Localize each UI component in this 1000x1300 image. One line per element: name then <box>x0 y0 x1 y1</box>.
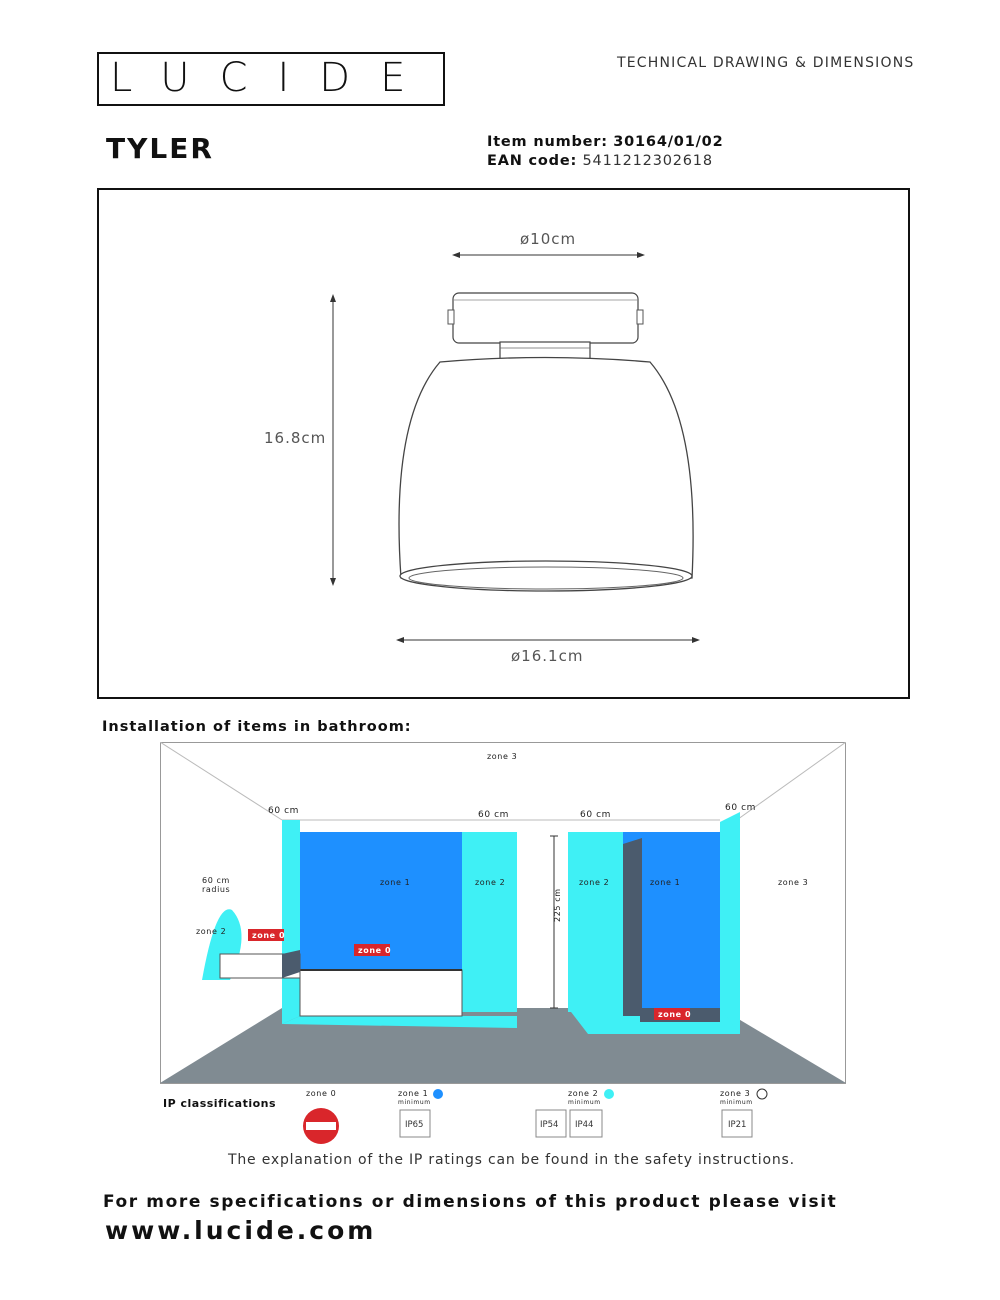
zone2-sink-label: zone 2 <box>196 927 227 936</box>
ean-code-label: EAN code: <box>487 153 578 169</box>
dim-60-mid-right: 60 cm <box>580 810 612 820</box>
dim-60-right: 60 cm <box>725 803 757 813</box>
dimension-top-diameter: ø10cm <box>520 230 577 248</box>
product-name: TYLER <box>106 132 214 165</box>
dim-60-left: 60 cm <box>268 806 300 816</box>
ip-classifications-title: IP classifications <box>163 1097 277 1110</box>
zone3-top-label: zone 3 <box>487 752 518 761</box>
ip-note: The explanation of the IP ratings can be found in the safety instructions. <box>228 1152 795 1168</box>
dimension-height: 16.8cm <box>264 429 327 447</box>
ean-code-value: 5411212302618 <box>582 153 713 169</box>
footer-url-link[interactable]: www.lucide.com <box>105 1216 377 1245</box>
installation-title: Installation of items in bathroom: <box>102 719 412 735</box>
zone0-sink-label: zone 0 <box>252 931 286 940</box>
ip-zone2-ip44: IP44 <box>575 1120 594 1130</box>
zone2-shower-label: zone 2 <box>579 878 610 887</box>
zone2-color-dot-icon <box>604 1089 614 1099</box>
ip-zone2-ip54: IP54 <box>540 1120 559 1130</box>
ip-zone0-label: zone 0 <box>306 1089 337 1098</box>
brand-logo: LUCIDE <box>110 55 436 101</box>
footer-text: For more specifications or dimensions of this product please visit <box>103 1192 838 1212</box>
ip-zone3-min: minimum <box>720 1099 753 1106</box>
document-title: TECHNICAL DRAWING & DIMENSIONS <box>617 55 915 71</box>
ip-zone3-ip21: IP21 <box>728 1120 747 1130</box>
dimension-bottom-diameter: ø16.1cm <box>511 647 584 665</box>
height-label: 225 cm <box>553 888 562 922</box>
radius-label-line-1: 60 cm <box>202 876 230 885</box>
ip-zone1-ip65: IP65 <box>405 1120 424 1130</box>
ip-zone2-min: minimum <box>568 1099 601 1106</box>
ip-classification-row <box>160 1084 846 1146</box>
zone1-color-dot-icon <box>433 1089 443 1099</box>
radius-label-line-2: radius <box>202 885 231 894</box>
zone3-right-label: zone 3 <box>778 878 809 887</box>
zone0-shower-label: zone 0 <box>658 1010 692 1019</box>
item-number-label: Item number: <box>487 134 608 150</box>
ip-zone1-min: minimum <box>398 1099 431 1106</box>
dim-60-mid-left: 60 cm <box>478 810 510 820</box>
item-number-value: 30164/01/02 <box>613 134 724 150</box>
bathroom-zone-diagram <box>160 742 846 1084</box>
ip-zone3-label: zone 3 <box>720 1089 751 1098</box>
ip-zone2-label: zone 2 <box>568 1089 599 1098</box>
zone2-bath-label: zone 2 <box>475 878 506 887</box>
zone3-color-dot-icon <box>757 1089 767 1099</box>
ip-zone1-label: zone 1 <box>398 1089 429 1098</box>
zone0-bath-label: zone 0 <box>358 946 392 955</box>
zone1-shower-label: zone 1 <box>650 878 681 887</box>
zone1-bath-label: zone 1 <box>380 878 411 887</box>
